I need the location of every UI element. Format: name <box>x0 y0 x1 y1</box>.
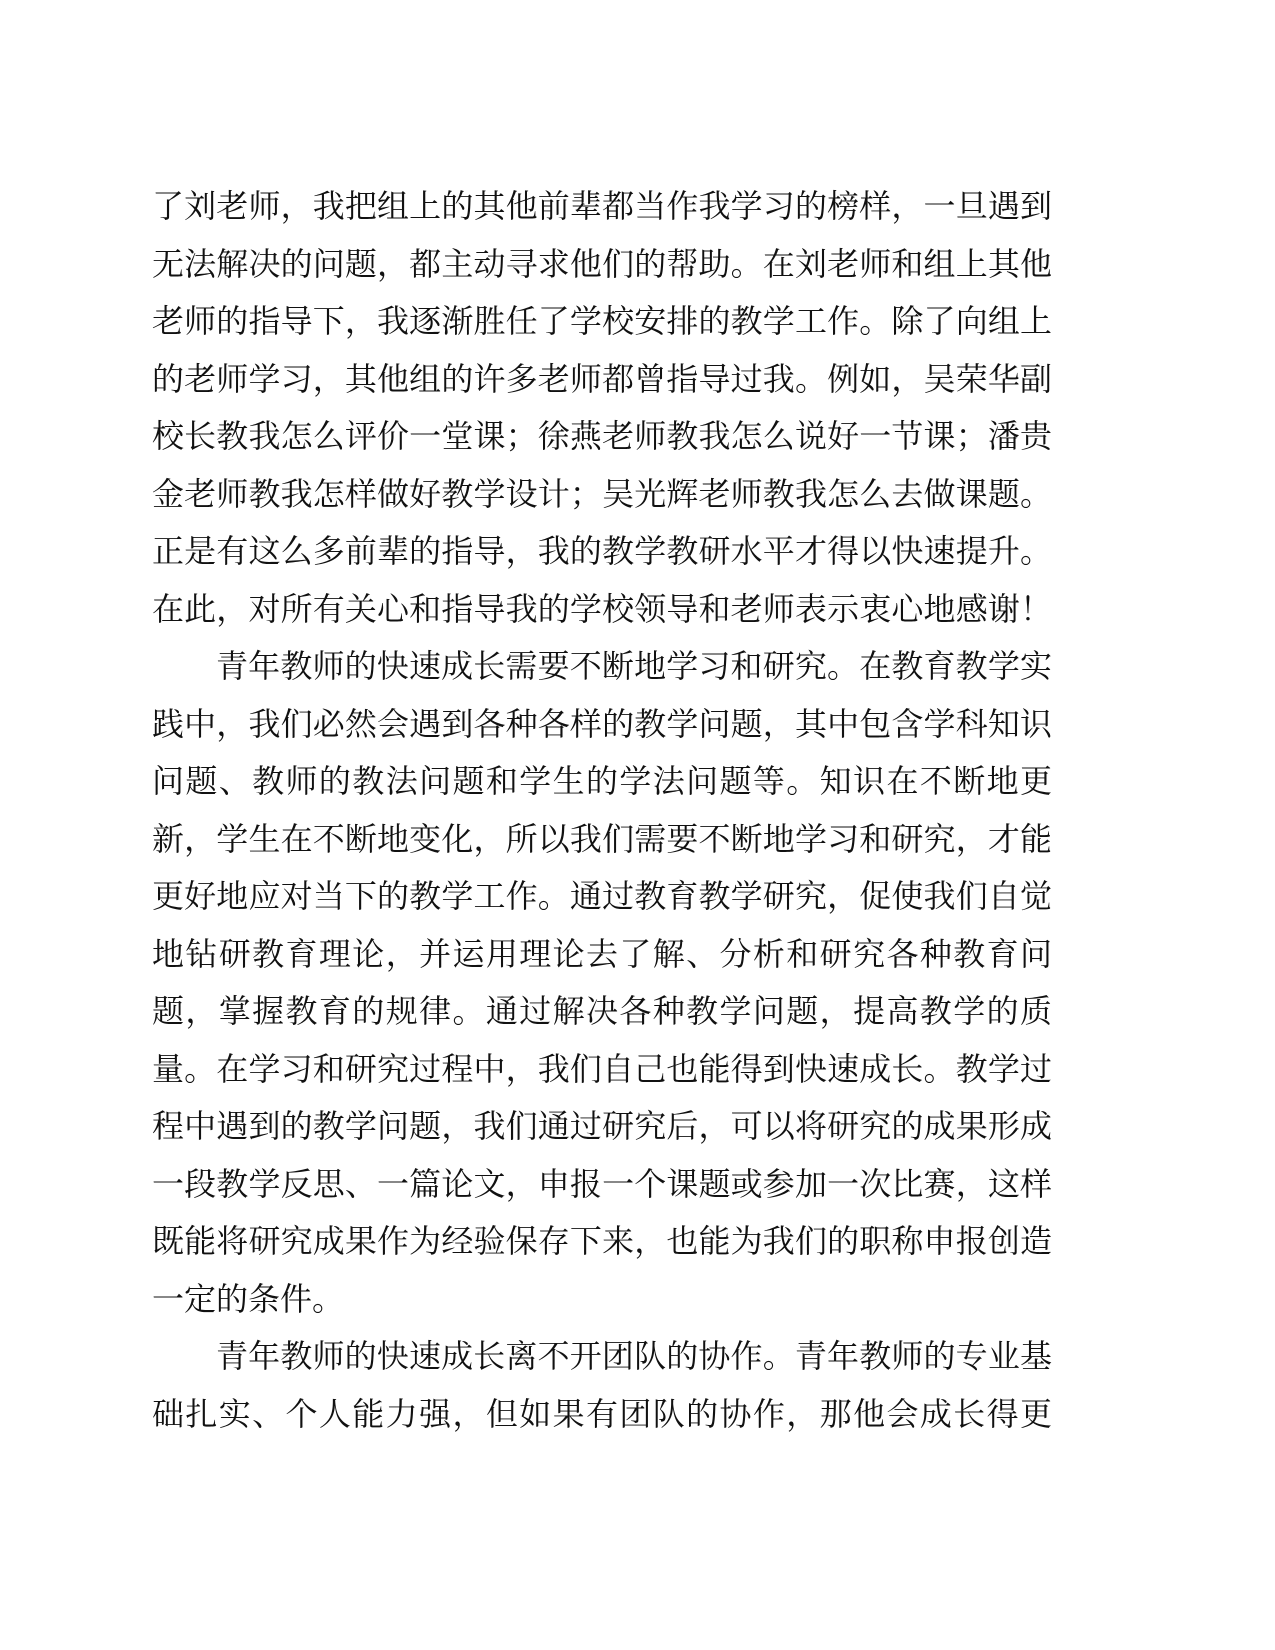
paragraph-3 <box>152 1328 1052 1443</box>
text-line: 一定的条件。 <box>152 1279 345 1318</box>
document-body <box>152 178 1052 1443</box>
text-line: 校长教我怎么评价一堂课；徐燕老师教我怎么说好一节课；潘贵 <box>152 417 1052 455</box>
text-line: 量。在学习和研究过程中，我们自己也能得到快速成长。教学过 <box>152 1049 1052 1088</box>
text-line: 在此，对所有关心和指导我的学校领导和老师表示衷心地感谢！ <box>152 589 1052 628</box>
text-line: 无法解决的问题，都主动寻求他们的帮助。在刘老师和组上其他 <box>152 244 1052 283</box>
text-line: 础扎实、个人能力强，但如果有团队的协作，那他会成长得更 <box>152 1394 1052 1433</box>
text-line: 青年教师的快速成长离不开团队的协作。青年教师的专业基 <box>216 1337 1052 1375</box>
text-line: 青年教师的快速成长需要不断地学习和研究。在教育教学实 <box>216 647 1052 685</box>
text-line: 程中遇到的教学问题，我们通过研究后，可以将研究的成果形成 <box>152 1107 1052 1145</box>
text-line: 的老师学习，其他组的许多老师都曾指导过我。例如，吴荣华副 <box>152 359 1052 398</box>
text-line: 问题、教师的教法问题和学生的学法问题等。知识在不断地更 <box>152 762 1052 800</box>
text-line: 老师的指导下，我逐渐胜任了学校安排的教学工作。除了向组上 <box>152 302 1052 340</box>
text-line: 金老师教我怎样做好教学设计；吴光辉老师教我怎么去做课题。 <box>152 474 1052 513</box>
text-line: 新，学生在不断地变化，所以我们需要不断地学习和研究，才能 <box>152 819 1052 858</box>
text-line: 题，掌握教育的规律。通过解决各种教学问题，提高教学的质 <box>152 992 1052 1030</box>
text-line: 一段教学反思、一篇论文，申报一个课题或参加一次比赛，这样 <box>152 1164 1052 1203</box>
text-line: 正是有这么多前辈的指导，我的教学教研水平才得以快速提升。 <box>152 532 1052 570</box>
paragraph-1 <box>152 178 1052 638</box>
paragraph-2 <box>152 638 1052 1328</box>
text-line: 更好地应对当下的教学工作。通过教育教学研究，促使我们自觉 <box>152 877 1052 915</box>
text-line: 了刘老师，我把组上的其他前辈都当作我学习的榜样，一旦遇到 <box>152 187 1052 225</box>
text-line: 既能将研究成果作为经验保存下来，也能为我们的职称申报创造 <box>152 1222 1052 1260</box>
text-line: 践中，我们必然会遇到各种各样的教学问题，其中包含学科知识 <box>152 704 1052 743</box>
text-line: 地钻研教育理论，并运用理论去了解、分析和研究各种教育问 <box>152 934 1052 973</box>
